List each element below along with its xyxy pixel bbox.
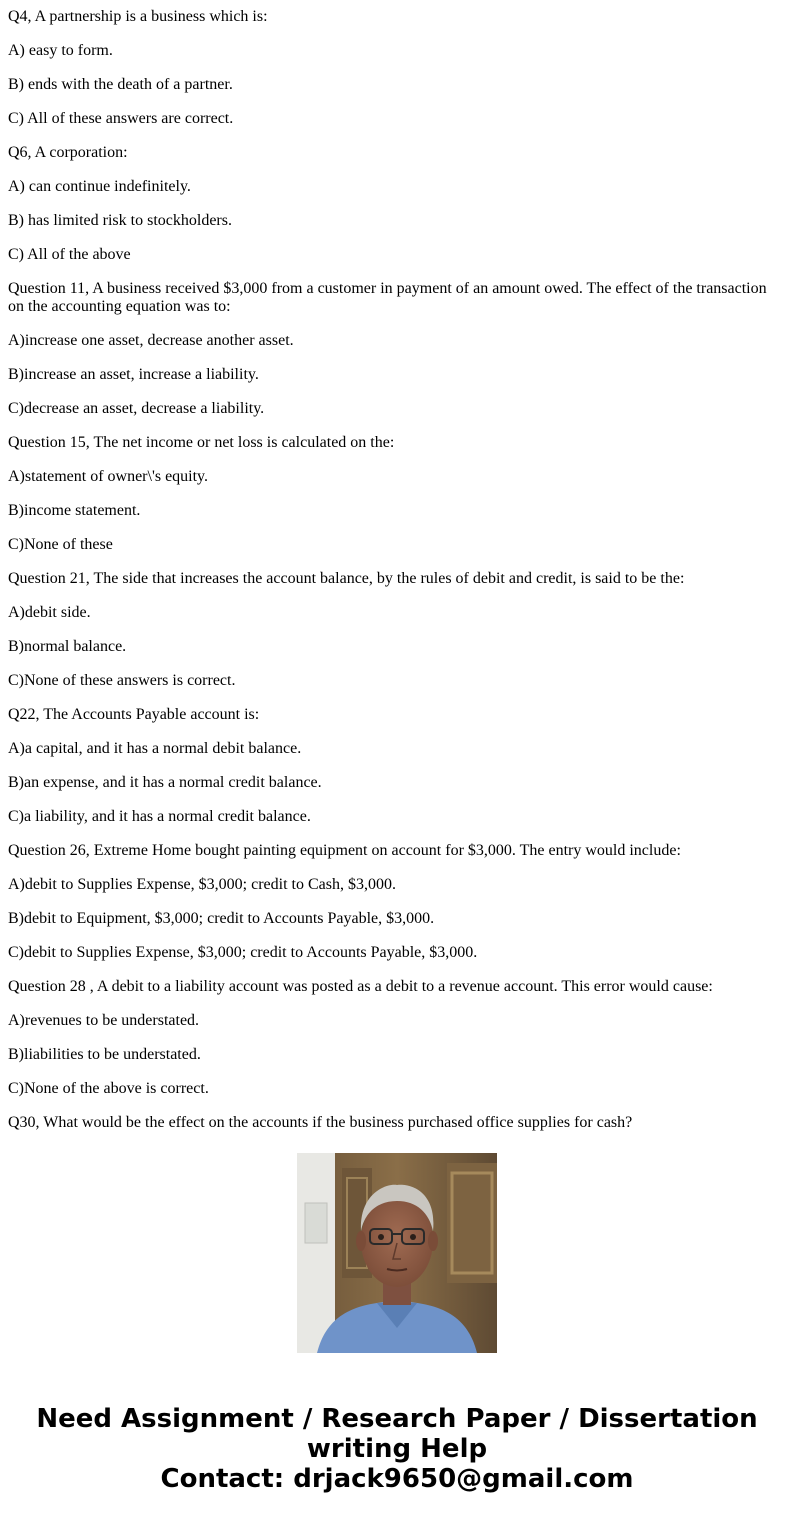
answer-option: C)decrease an asset, decrease a liability. xyxy=(8,400,265,417)
promo-line: writing Help xyxy=(306,1434,488,1464)
answer-option: C)None of these xyxy=(8,536,113,553)
answer-option: A)a capital, and it has a normal debit balance. xyxy=(8,740,302,757)
answer-option: B)increase an asset, increase a liability. xyxy=(8,366,259,383)
contact-line: Contact: drjack9650@gmail.com xyxy=(160,1464,634,1494)
answer-option: A)revenues to be understated. xyxy=(8,1012,200,1029)
question-prompt: Q22, The Accounts Payable account is: xyxy=(8,706,260,723)
answer-option: B)debit to Equipment, $3,000; credit to Accounts Payable, $3,000. xyxy=(8,910,435,927)
question-prompt: Q6, A corporation: xyxy=(8,144,128,161)
answer-option: C) All of these answers are correct. xyxy=(8,110,234,127)
answer-option: B)an expense, and it has a normal credit balance. xyxy=(8,774,322,791)
question-prompt: Question 28 , A debit to a liability account was posted as a debit to a revenue account. This error would cause: xyxy=(8,978,713,995)
answer-option: B)liabilities to be understated. xyxy=(8,1046,201,1063)
answer-option: B)normal balance. xyxy=(8,638,127,655)
answer-option: A)statement of owner\'s equity. xyxy=(8,468,209,485)
question-prompt: Question 11, A business received $3,000 from a customer in payment of an amount owed. The effect of the transaction on the accounting equation was to: xyxy=(8,280,767,315)
answer-option: A) easy to form. xyxy=(8,42,113,59)
answer-option: A)increase one asset, decrease another asset. xyxy=(8,332,294,349)
answer-option: C)debit to Supplies Expense, $3,000; credit to Accounts Payable, $3,000. xyxy=(8,944,478,961)
promo-line: Need Assignment / Research Paper / Dissertation xyxy=(36,1404,758,1434)
answer-option: B) ends with the death of a partner. xyxy=(8,76,233,93)
question-list xyxy=(8,0,778,1131)
promo-footer xyxy=(0,1404,794,1494)
answer-option: A)debit to Supplies Expense, $3,000; credit to Cash, $3,000. xyxy=(8,876,396,893)
author-avatar xyxy=(297,1153,497,1353)
answer-option: A) can continue indefinitely. xyxy=(8,178,191,195)
question-prompt: Q30, What would be the effect on the accounts if the business purchased office supplies for cash? xyxy=(8,1114,633,1131)
answer-option: C)None of the above is correct. xyxy=(8,1080,209,1097)
question-prompt: Question 21, The side that increases the account balance, by the rules of debit and credit, is said to be the: xyxy=(8,570,685,587)
answer-option: A)debit side. xyxy=(8,604,91,621)
answer-option: C)None of these answers is correct. xyxy=(8,672,236,689)
answer-option: C) All of the above xyxy=(8,246,131,263)
answer-option: B) has limited risk to stockholders. xyxy=(8,212,232,229)
question-prompt: Question 26, Extreme Home bought painting equipment on account for $3,000. The entry would include: xyxy=(8,842,681,859)
author-portrait-image xyxy=(297,1153,497,1353)
question-prompt: Q4, A partnership is a business which is: xyxy=(8,8,268,25)
answer-option: B)income statement. xyxy=(8,502,141,519)
question-prompt: Question 15, The net income or net loss is calculated on the: xyxy=(8,434,395,451)
answer-option: C)a liability, and it has a normal credit balance. xyxy=(8,808,311,825)
